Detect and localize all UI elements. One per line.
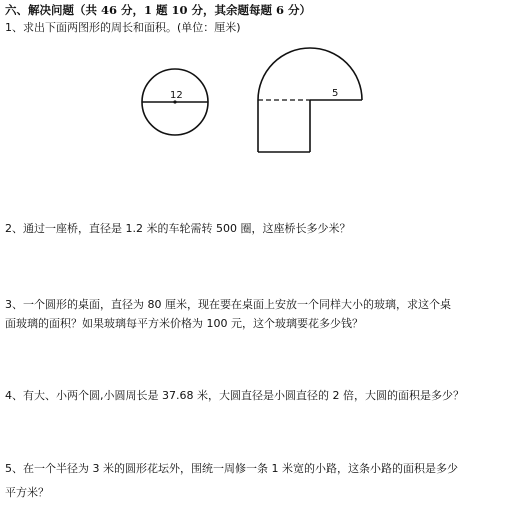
composite-figure <box>258 48 362 152</box>
question-2-text: 2、通过一座桥，直径是 1.2 米的车轮需转 500 圈，这座桥长多少米？ <box>5 222 351 235</box>
question-4-text: 4、有大、小两个圆,小圆周长是 37.68 米，大圆直径是小圆直径的 2 倍，大圆的面积是多少？ <box>5 389 464 402</box>
composite-arc <box>258 48 362 100</box>
circle-figure <box>142 69 208 135</box>
question-5-text-line2: 平方米？ <box>5 486 49 499</box>
question-1-text: 1、求出下面两图形的周长和面积。(单位：厘米) <box>5 21 241 34</box>
question-3-text-line2: 面玻璃的面积？如果玻璃每平方米价格为 100 元，这个玻璃要花多少钱？ <box>5 317 363 330</box>
section-heading: 六、解决问题（共 46 分，1 题 10 分，其余题每题 6 分） <box>5 3 312 17</box>
circle-diameter-label: 12 <box>170 90 183 101</box>
question-5-text-line1: 5、在一个半径为 3 米的圆形花坛外，围统一周修一条 1 米宽的小路，这条小路的面积是多少 <box>5 462 458 475</box>
composite-radius-label: 5 <box>332 88 339 99</box>
question-3-text-line1: 3、一个圆形的桌面，直径为 80 厘米，现在要在桌面上安放一个同样大小的玻璃，求这个桌 <box>5 298 451 311</box>
